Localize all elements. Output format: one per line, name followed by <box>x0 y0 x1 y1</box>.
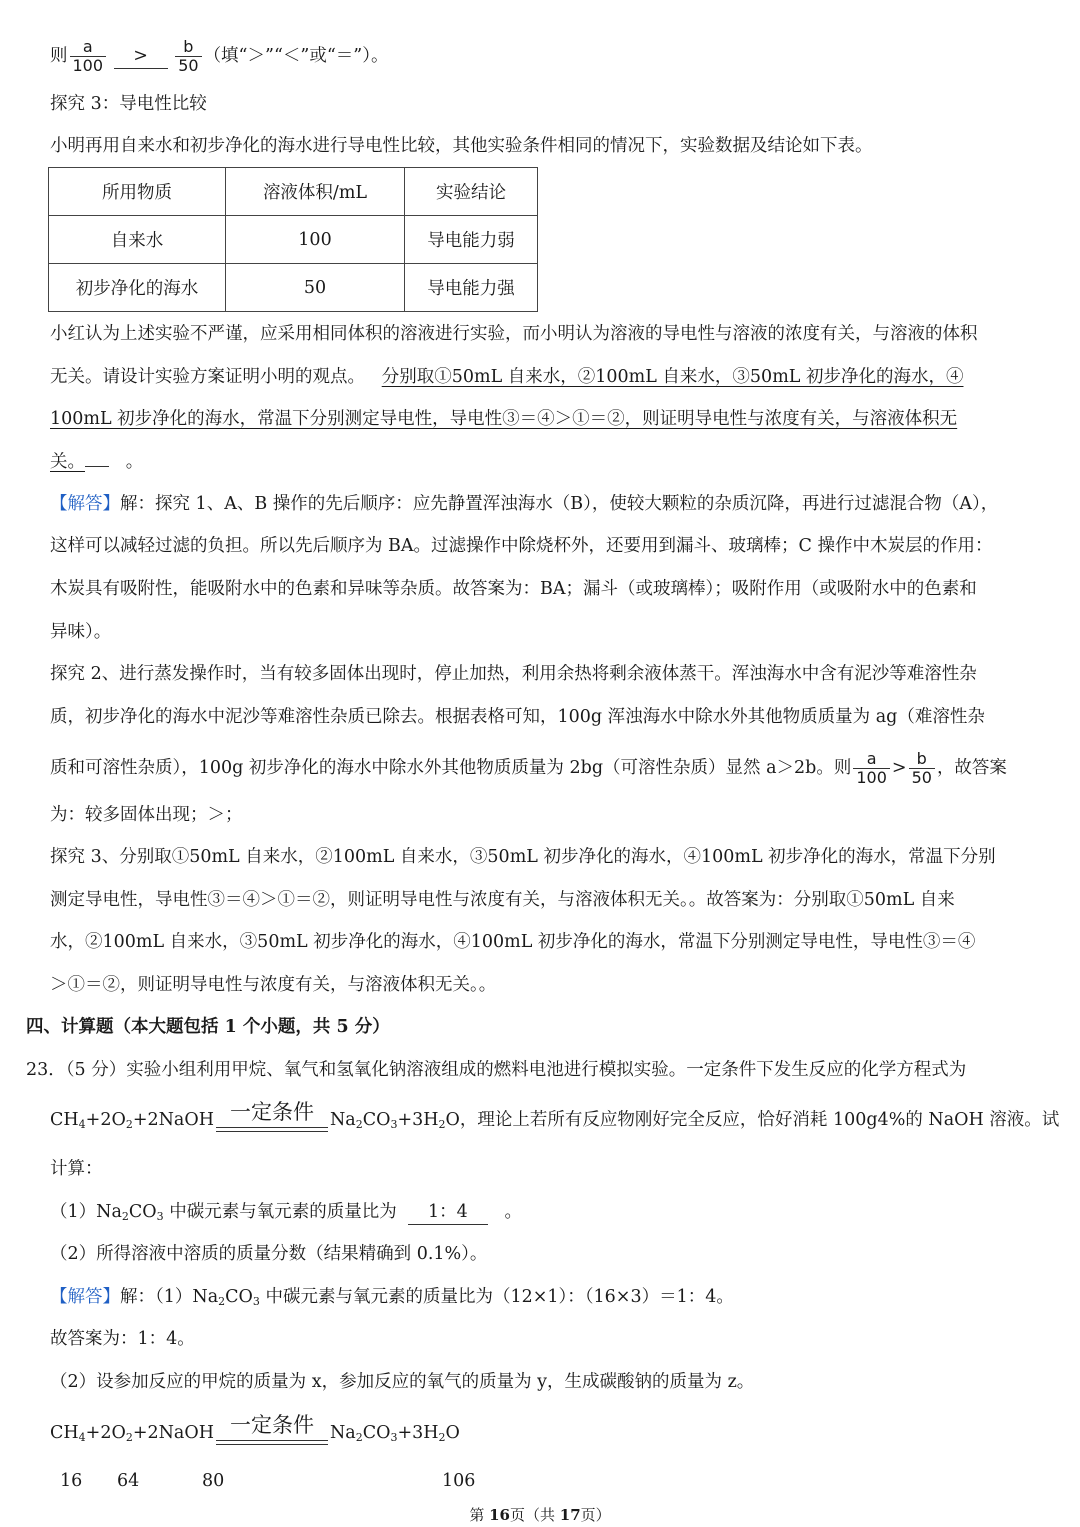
table-row <box>49 216 538 264</box>
fraction-b-50: $\frac{b}{50}$ <box>909 750 935 787</box>
solution-text: 水，②100mL 自来水，③50mL 初步净化的海水，④100mL 初步净化的海水，常温下分别测定导电性，导电性③＝④ <box>50 932 976 952</box>
question-text: 小红认为上述实验不严谨，应采用相同体积的溶液进行实验，而小明认为溶液的导电性与溶液的浓度有关，与溶液的体积 <box>50 324 978 344</box>
table-cell: 自来水 <box>49 216 226 264</box>
table-cell: 初步净化的海水 <box>49 264 226 312</box>
equation-arrow: 一定条件 <box>214 1101 330 1141</box>
molar-mass: 106 <box>442 1471 476 1491</box>
table-header: 实验结论 <box>405 168 538 216</box>
solution-text: ＞①＝②，则证明导电性与浓度有关，与溶液体积无关。。 <box>50 975 497 995</box>
table-cell: 导电能力强 <box>405 264 538 312</box>
page-footer: 第 16页（共 17页） <box>469 1506 611 1524</box>
solution-text: 【解答】解：$(1)Na_2CO_3$ 中碳元素与氧元素的质量比为（12×1）：（16×3）＝1：4。 <box>50 1287 734 1308</box>
molar-mass: 80 <box>202 1471 225 1491</box>
table-row <box>49 264 538 312</box>
answer-blank: 1：4 <box>408 1200 488 1225</box>
solution-text: 木炭具有吸附性，能吸附水中的色素和异味等杂质。故答案为：BA；漏斗（或玻璃棒）；吸附作用（或吸附水中的色素和 <box>50 579 977 599</box>
answer-text: 100mL 初步净化的海水，常温下分别测定导电性，导电性③＝④＞①＝②，则证明导电性与浓度有关，与溶液体积无 <box>50 409 958 429</box>
solution-tag: 【解答】 <box>50 1287 120 1307</box>
answer-blank: > <box>114 44 168 69</box>
molar-mass: 64 <box>117 1471 140 1491</box>
equation-arrow: 一定条件 <box>214 1414 330 1454</box>
solution-tag: 【解答】 <box>50 494 120 514</box>
table-cell: 导电能力弱 <box>405 216 538 264</box>
solution-text: 故答案为：1：4。 <box>50 1329 195 1349</box>
solution-text: 测定导电性，导电性③＝④＞①＝②，则证明导电性与浓度有关，与溶液体积无关。。故答案为：分别取①50mL 自来 <box>50 890 955 910</box>
solution-text: 这样可以减轻过滤的负担。所以先后顺序为 BA。过滤操作中除烧杯外，还要用到漏斗、玻璃棒；C 操作中木炭层的作用： <box>50 536 993 556</box>
solution-text: 质和可溶性杂质），100g 初步净化的海水中除水外其他物质质量为 2bg（可溶性杂质）显然 a＞2b。则 $\frac{a}{100}$ > $\frac{b}{50}$ ，故答案 <box>50 749 1007 787</box>
experiment-table <box>48 167 538 312</box>
question-text: $(1)Na_2CO_3$ 中碳元素与氧元素的质量比为 1：4 。 <box>50 1202 523 1223</box>
solution-text: 【解答】解：探究 1、A、B 操作的先后顺序：应先静置浑浊海水（B），使较大颗粒的杂质沉降，再进行过滤混合物（A）， <box>50 494 999 514</box>
table-header-row <box>49 168 538 216</box>
solution-text: 为：较多固体出现；＞； <box>50 805 243 825</box>
molar-mass: 16 <box>60 1471 83 1491</box>
answer-text: 关。 。 <box>50 452 144 472</box>
solution-text: 质，初步净化的海水中泥沙等难溶性杂质已除去。根据表格可知，100g 浑浊海水中除水外其他物质质量为 ag（难溶性杂 <box>50 707 985 727</box>
question-text: 无关。请设计实验方案证明小明的观点。 分别取①50mL 自来水，②100mL 自来水，③50mL 初步净化的海水，④ <box>50 367 964 387</box>
chemical-equation: $CH_4+2O_2+2NaOH$ 一定条件 $Na_2CO_3+3H_2O$ <box>50 1413 460 1454</box>
question-text: 计算： <box>50 1159 103 1179</box>
explore3-title: 探究 3：导电性比较 <box>50 94 207 114</box>
question-text: （2）所得溶液中溶质的质量分数（结果精确到 0.1%）。 <box>50 1244 488 1264</box>
solution-text: 探究 2、进行蒸发操作时，当有较多固体出现时，停止加热，利用余热将剩余液体蒸干。浑浊海水中含有泥沙等难溶性杂 <box>50 664 977 684</box>
fraction-b-50: $\frac{b}{50}$ <box>175 38 201 75</box>
answer-text: 分别取①50mL 自来水，②100mL 自来水，③50mL 初步净化的海水，④ <box>381 367 964 387</box>
table-cell: 100 <box>226 216 405 264</box>
solution-text: 异味）。 <box>50 622 112 642</box>
table-header: 溶液体积/mL <box>226 168 405 216</box>
chemical-equation: $CH_4+2O_2+2NaOH$ 一定条件 $Na_2CO_3+3H_2O$，理论上若所有反应物刚好完全反应，恰好消耗 100g4%的 NaOH 溶液。试 <box>50 1100 1059 1141</box>
fraction-compare-line: 则 $\frac{a}{100}$ > $\frac{b}{50}$ （填“＞”“＜”或“＝”）。 <box>50 37 389 75</box>
fraction-a-100: $\frac{a}{100}$ <box>853 750 890 787</box>
table-header: 所用物质 <box>49 168 226 216</box>
explore3-intro: 小明再用自来水和初步净化的海水进行导电性比较，其他实验条件相同的情况下，实验数据及结论如下表。 <box>50 136 873 156</box>
solution-text: 探究 3、分别取①50mL 自来水，②100mL 自来水，③50mL 初步净化的海水，④100mL 初步净化的海水，常温下分别 <box>50 847 996 867</box>
solution-text: （2）设参加反应的甲烷的质量为 x，参加反应的氧气的质量为 y，生成碳酸钠的质量为 z。 <box>50 1372 755 1392</box>
section-heading: 四、计算题（本大题包括 1 个小题，共 5 分） <box>26 1017 390 1037</box>
table-cell: 50 <box>226 264 405 312</box>
question-text: 23．（5 分）实验小组利用甲烷、氧气和氢氧化钠溶液组成的燃料电池进行模拟实验。一定条件下发生反应的化学方程式为 <box>26 1060 967 1080</box>
fraction-a-100: $\frac{a}{100}$ <box>70 38 107 75</box>
